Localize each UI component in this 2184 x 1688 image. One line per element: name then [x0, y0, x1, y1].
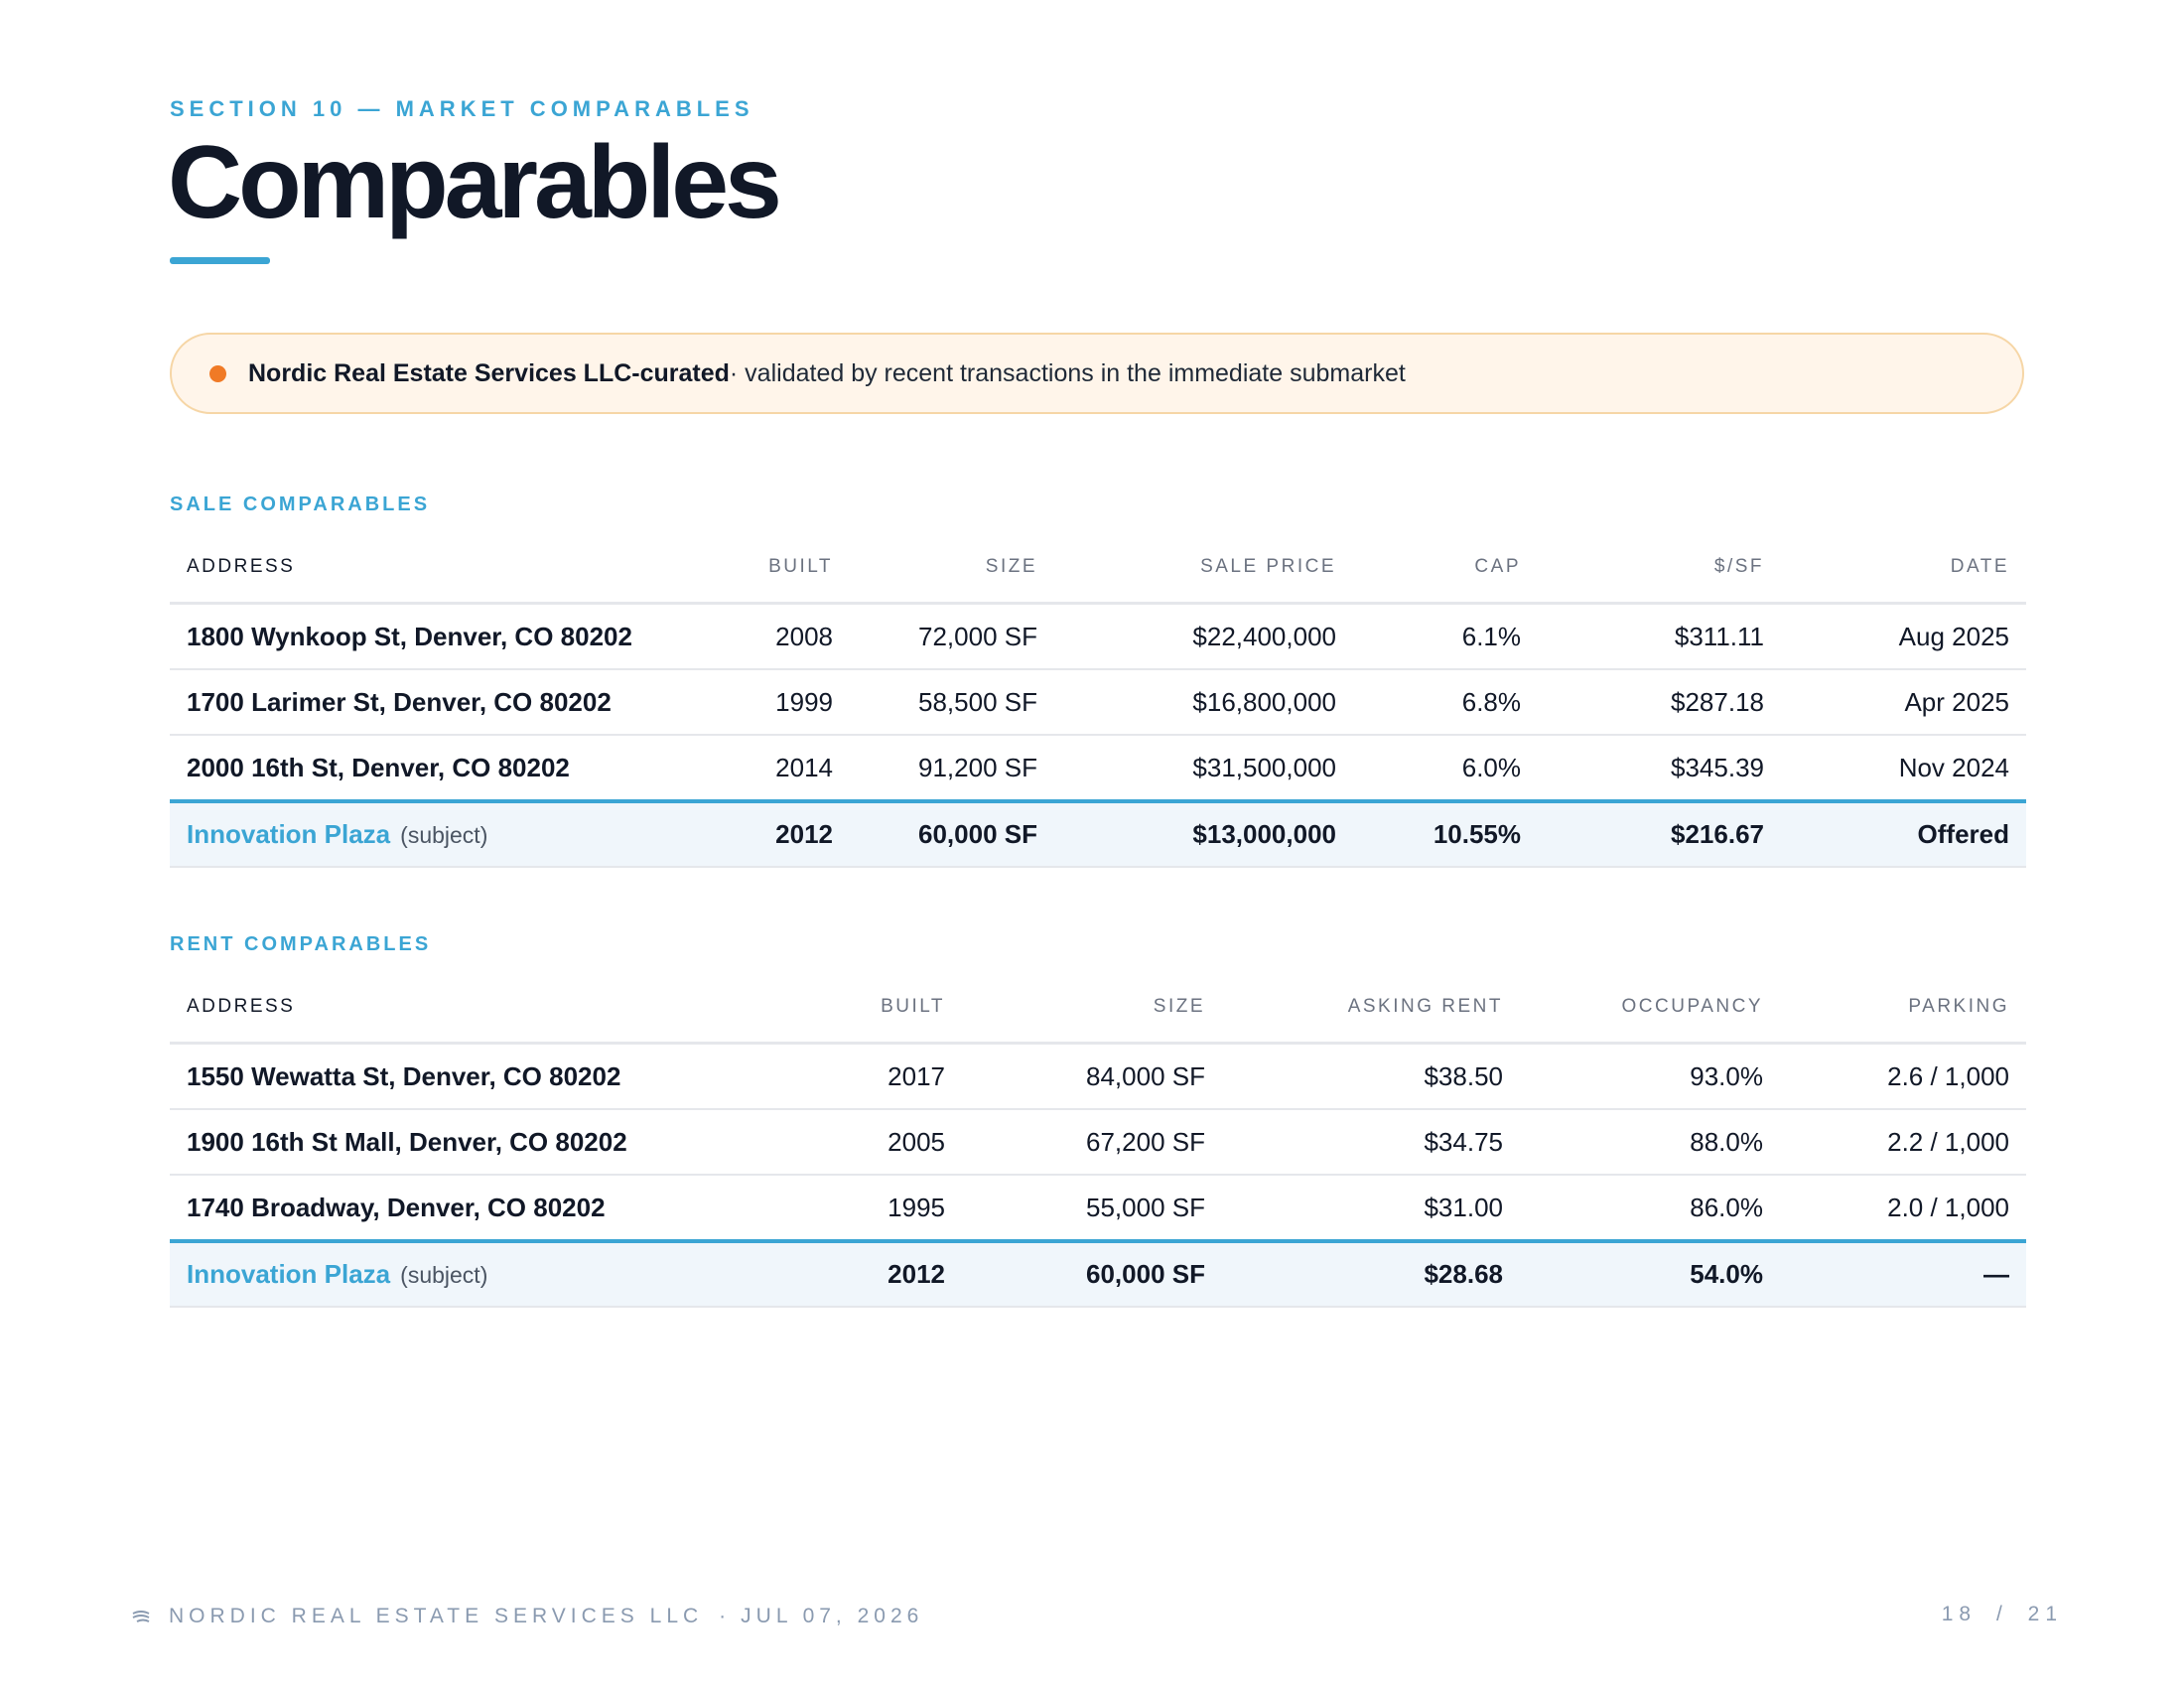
cell-address: 1800 Wynkoop St, Denver, CO 80202 — [170, 604, 741, 670]
cell-size: 55,000 SF — [962, 1175, 1222, 1241]
cell-address: 1550 Wewatta St, Denver, CO 80202 — [170, 1044, 853, 1110]
section-eyebrow: SECTION 10 — MARKET COMPARABLES — [170, 96, 754, 121]
cell-size: 60,000 SF — [962, 1241, 1222, 1307]
cell-asking-rent: $31.00 — [1222, 1175, 1520, 1241]
table-row — [170, 1044, 2026, 1110]
cell-cap: 6.0% — [1353, 735, 1538, 801]
cell-price-per-sf: $311.11 — [1538, 604, 1781, 670]
subject-row — [170, 801, 2026, 867]
cell-cap: 10.55% — [1353, 801, 1538, 867]
column-header-size: SIZE — [962, 972, 1222, 1044]
column-header-built: BUILT — [853, 972, 962, 1044]
column-header-sale-price: SALE PRICE — [1054, 532, 1353, 604]
cell-built: 2017 — [853, 1044, 962, 1110]
cell-asking-rent: $38.50 — [1222, 1044, 1520, 1110]
rent-comparables-table — [170, 972, 2026, 1308]
cell-price-per-sf: $216.67 — [1538, 801, 1781, 867]
cell-size: 58,500 SF — [850, 669, 1054, 735]
cell-size: 72,000 SF — [850, 604, 1054, 670]
cell-date: Apr 2025 — [1781, 669, 2026, 735]
table-row — [170, 604, 2026, 670]
sale-comparables-label: SALE COMPARABLES — [170, 493, 431, 515]
cell-occupancy: 93.0% — [1520, 1044, 1780, 1110]
table-row — [170, 735, 2026, 801]
column-header-cap: CAP — [1353, 532, 1538, 604]
subject-tag: (subject) — [400, 1262, 488, 1288]
table-header-row — [170, 972, 2026, 1044]
page-separator: / — [1995, 1603, 2008, 1625]
cell-date: Aug 2025 — [1781, 604, 2026, 670]
column-header-price-per-sf: $/SF — [1538, 532, 1781, 604]
cell-address: 1900 16th St Mall, Denver, CO 80202 — [170, 1109, 853, 1175]
table-row — [170, 1109, 2026, 1175]
cell-date: Nov 2024 — [1781, 735, 2026, 801]
cell-parking: 2.2 / 1,000 — [1780, 1109, 2026, 1175]
column-header-asking-rent: ASKING RENT — [1222, 972, 1520, 1044]
banner-source: Nordic Real Estate Services LLC-curated — [248, 358, 730, 387]
cell-cap: 6.8% — [1353, 669, 1538, 735]
status-dot-icon — [209, 365, 226, 382]
cell-price-per-sf: $345.39 — [1538, 735, 1781, 801]
column-header-parking: PARKING — [1780, 972, 2026, 1044]
sale-comparables-table — [170, 532, 2026, 868]
page-current: 18 — [1941, 1603, 1978, 1625]
curated-banner — [170, 333, 2024, 414]
cell-asking-rent: $34.75 — [1222, 1109, 1520, 1175]
cell-size: 60,000 SF — [850, 801, 1054, 867]
cell-sale-price: $13,000,000 — [1054, 801, 1353, 867]
cell-occupancy: 54.0% — [1520, 1241, 1780, 1307]
column-header-built: BUILT — [741, 532, 850, 604]
column-header-size: SIZE — [850, 532, 1054, 604]
cell-sale-price: $31,500,000 — [1054, 735, 1353, 801]
column-header-address: ADDRESS — [170, 532, 741, 604]
cell-parking: 2.6 / 1,000 — [1780, 1044, 2026, 1110]
cell-parking: — — [1780, 1241, 2026, 1307]
cell-parking: 2.0 / 1,000 — [1780, 1175, 2026, 1241]
cell-occupancy: 86.0% — [1520, 1175, 1780, 1241]
cell-built: 2005 — [853, 1109, 962, 1175]
cell-size: 67,200 SF — [962, 1109, 1222, 1175]
cell-address: 1740 Broadway, Denver, CO 80202 — [170, 1175, 853, 1241]
footer-separator: · — [719, 1605, 732, 1627]
cell-built: 1999 — [741, 669, 850, 735]
subject-name: Innovation Plaza — [187, 1259, 391, 1289]
cell-sale-price: $16,800,000 — [1054, 669, 1353, 735]
table-header-row — [170, 532, 2026, 604]
banner-description: · validated by recent transactions in the immediate submarket — [729, 358, 1406, 387]
cell-built: 2014 — [741, 735, 850, 801]
cell-size: 91,200 SF — [850, 735, 1054, 801]
cell-cap: 6.1% — [1353, 604, 1538, 670]
cell-subject-address — [170, 1241, 853, 1307]
cell-date: Offered — [1781, 801, 2026, 867]
subject-tag: (subject) — [400, 822, 488, 848]
cell-price-per-sf: $287.18 — [1538, 669, 1781, 735]
cell-asking-rent: $28.68 — [1222, 1241, 1520, 1307]
page-number — [1942, 1603, 2063, 1626]
cell-occupancy: 88.0% — [1520, 1109, 1780, 1175]
column-header-occupancy: OCCUPANCY — [1520, 972, 1780, 1044]
cell-built: 1995 — [853, 1175, 962, 1241]
cell-built: 2008 — [741, 604, 850, 670]
cell-address: 1700 Larimer St, Denver, CO 80202 — [170, 669, 741, 735]
cell-subject-address — [170, 801, 741, 867]
footer-date: JUL 07, 2026 — [741, 1605, 924, 1627]
cell-sale-price: $22,400,000 — [1054, 604, 1353, 670]
cell-built: 2012 — [853, 1241, 962, 1307]
cell-built: 2012 — [741, 801, 850, 867]
page-total: 21 — [2027, 1603, 2063, 1625]
subject-row — [170, 1241, 2026, 1307]
page-title: Comparables — [168, 125, 778, 240]
column-header-address: ADDRESS — [170, 972, 853, 1044]
column-header-date: DATE — [1781, 532, 2026, 604]
logo-icon — [131, 1610, 151, 1623]
cell-address: 2000 16th St, Denver, CO 80202 — [170, 735, 741, 801]
subject-name: Innovation Plaza — [187, 819, 391, 849]
rent-comparables-label: RENT COMPARABLES — [170, 933, 432, 955]
cell-size: 84,000 SF — [962, 1044, 1222, 1110]
table-row — [170, 669, 2026, 735]
table-row — [170, 1175, 2026, 1241]
footer-company-name: NORDIC REAL ESTATE SERVICES LLC — [169, 1605, 704, 1627]
title-underline — [170, 257, 270, 264]
footer-company — [131, 1605, 923, 1628]
